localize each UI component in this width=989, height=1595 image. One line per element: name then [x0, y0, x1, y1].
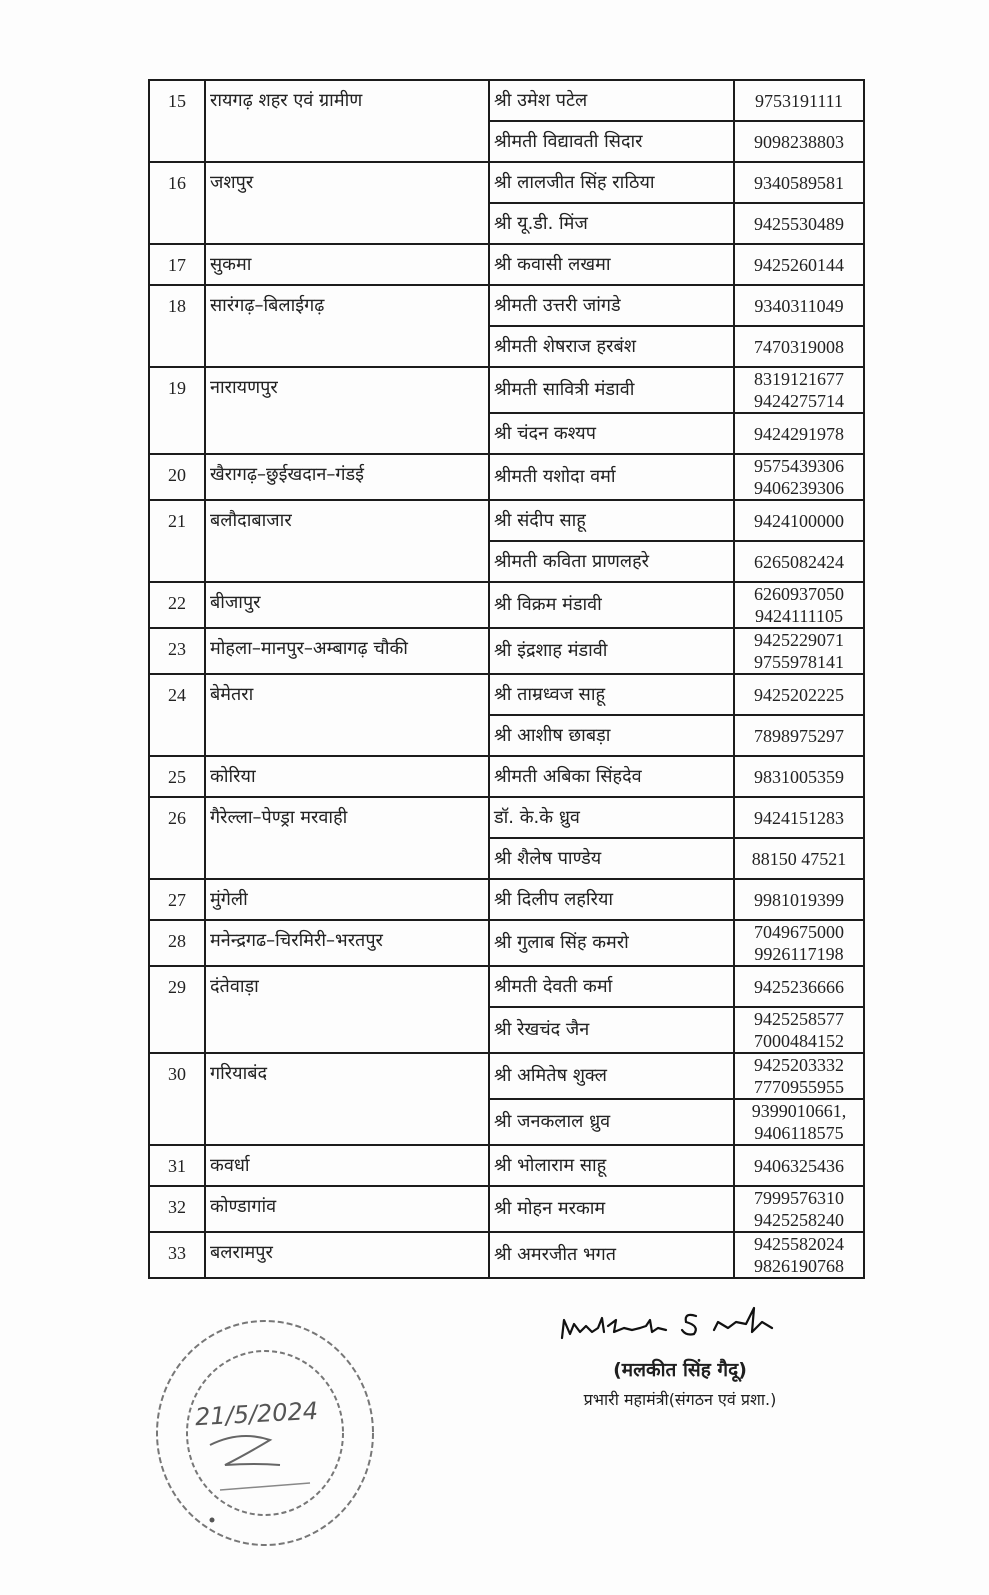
serial-number: 15 — [149, 80, 205, 162]
contact-name: श्री शैलेष पाण्डेय — [489, 838, 734, 879]
table-row — [149, 80, 864, 121]
contact-name: श्री अमरजीत भगत — [489, 1232, 734, 1278]
table-row — [149, 1053, 864, 1099]
district-name: दंतेवाड़ा — [205, 966, 489, 1053]
phone-number: 9406325436 — [754, 1155, 844, 1176]
district-name: कोण्डागांव — [205, 1186, 489, 1232]
serial-number: 21 — [149, 500, 205, 582]
table-row — [149, 756, 864, 797]
phone-number: 9425258577 — [754, 1009, 844, 1029]
phone-number: 9406239306 — [754, 478, 844, 498]
contact-phone — [734, 879, 864, 920]
contact-name: श्री आशीष छाबड़ा — [489, 715, 734, 756]
contact-phone — [734, 367, 864, 413]
table-row — [149, 244, 864, 285]
phone-number: 9425229071 — [754, 630, 844, 650]
district-name: कवर्धा — [205, 1145, 489, 1186]
contact-phone — [734, 203, 864, 244]
contact-name: श्री विक्रम मंडावी — [489, 582, 734, 628]
contact-phone — [734, 541, 864, 582]
phone-number: 9826190768 — [754, 1256, 844, 1276]
contact-name: श्री भोलाराम साहू — [489, 1145, 734, 1186]
district-name: मनेन्द्रगढ–चिरमिरी–भरतपुर — [205, 920, 489, 966]
district-name: नारायणपुर — [205, 367, 489, 454]
phone-number: 9425260144 — [754, 254, 844, 275]
contact-phone — [734, 797, 864, 838]
contact-name: श्री संदीप साहू — [489, 500, 734, 541]
table-row — [149, 1186, 864, 1232]
table-row — [149, 1232, 864, 1278]
contact-phone — [734, 715, 864, 756]
phone-number: 9424151283 — [754, 807, 844, 828]
serial-number: 18 — [149, 285, 205, 367]
table-row — [149, 582, 864, 628]
phone-number: 6265082424 — [754, 551, 844, 572]
contact-phone — [734, 1186, 864, 1232]
contact-name: श्री ताम्रध्वज साहू — [489, 674, 734, 715]
phone-number: 9406118575 — [754, 1123, 844, 1143]
contact-phone — [734, 1099, 864, 1145]
contact-name: श्री दिलीप लहरिया — [489, 879, 734, 920]
table-row — [149, 162, 864, 203]
serial-number: 30 — [149, 1053, 205, 1145]
contact-name: श्री जनकलाल ध्रुव — [489, 1099, 734, 1145]
contact-name: श्री गुलाब सिंह कमरो — [489, 920, 734, 966]
serial-number: 29 — [149, 966, 205, 1053]
phone-number: 9926117198 — [754, 944, 844, 964]
table-row — [149, 879, 864, 920]
table-row — [149, 628, 864, 674]
contact-phone — [734, 244, 864, 285]
signatory-designation: प्रभारी महामंत्री(संगठन एवं प्रशा.) — [583, 1390, 777, 1409]
contact-phone — [734, 162, 864, 203]
serial-number: 26 — [149, 797, 205, 879]
district-name: जशपुर — [205, 162, 489, 244]
serial-number: 33 — [149, 1232, 205, 1278]
contact-phone — [734, 500, 864, 541]
phone-number: 7898975297 — [754, 725, 844, 746]
district-name: सुकमा — [205, 244, 489, 285]
phone-number: 9425202225 — [754, 684, 844, 705]
table-row — [149, 920, 864, 966]
phone-number: 9425530489 — [754, 213, 844, 234]
contact-phone — [734, 674, 864, 715]
table-body — [149, 80, 864, 1278]
phone-number: 9340311049 — [754, 295, 844, 316]
contact-name: श्रीमती अबिका सिंहदेव — [489, 756, 734, 797]
contact-phone — [734, 628, 864, 674]
contact-phone — [734, 1232, 864, 1278]
phone-number: 7999576310 — [754, 1188, 844, 1208]
serial-number: 17 — [149, 244, 205, 285]
serial-number: 23 — [149, 628, 205, 674]
contact-phone — [734, 838, 864, 879]
table-row — [149, 500, 864, 541]
contact-phone — [734, 285, 864, 326]
serial-number: 27 — [149, 879, 205, 920]
contact-name: श्रीमती कविता प्राणलहरे — [489, 541, 734, 582]
signature-block — [540, 1298, 820, 1410]
phone-number: 9340589581 — [754, 172, 844, 193]
contact-phone — [734, 80, 864, 121]
phone-number: 9831005359 — [754, 766, 844, 787]
contact-name: श्रीमती यशोदा वर्मा — [489, 454, 734, 500]
contact-name: श्रीमती देवती कर्मा — [489, 966, 734, 1007]
phone-number: 9981019399 — [754, 889, 844, 910]
table-row — [149, 285, 864, 326]
phone-number: 9425236666 — [754, 976, 844, 997]
district-name: बलौदाबाजार — [205, 500, 489, 582]
phone-number: 6260937050 — [754, 584, 844, 604]
stamp-handwritten-date: 21/5/2024 — [194, 1396, 319, 1432]
district-name: मुंगेली — [205, 879, 489, 920]
district-name: गरियाबंद — [205, 1053, 489, 1145]
district-name: सारंगढ़–बिलाईगढ़ — [205, 285, 489, 367]
phone-number: 7000484152 — [754, 1031, 844, 1051]
district-name: कोरिया — [205, 756, 489, 797]
contact-phone — [734, 1007, 864, 1053]
table-row — [149, 1145, 864, 1186]
district-name: बेमेतरा — [205, 674, 489, 756]
district-name: बलरामपुर — [205, 1232, 489, 1278]
district-name: बीजापुर — [205, 582, 489, 628]
signature-scrawl-icon — [550, 1298, 810, 1346]
contact-name: श्री इंद्रशाह मंडावी — [489, 628, 734, 674]
phone-number: 9575439306 — [754, 456, 844, 476]
phone-number: 9098238803 — [754, 131, 844, 152]
phone-number: 9424291978 — [754, 423, 844, 444]
table-row — [149, 674, 864, 715]
table-row — [149, 966, 864, 1007]
contact-name: श्री लालजीत सिंह राठिया — [489, 162, 734, 203]
phone-number: 9424275714 — [754, 391, 844, 411]
contact-phone — [734, 1145, 864, 1186]
serial-number: 16 — [149, 162, 205, 244]
contact-phone — [734, 326, 864, 367]
phone-number: 9425203332 — [754, 1055, 844, 1075]
contact-phone — [734, 920, 864, 966]
contact-phone — [734, 756, 864, 797]
stamp-seal-icon — [150, 1315, 380, 1550]
district-contacts-table — [148, 79, 865, 1279]
table-row — [149, 454, 864, 500]
contact-phone — [734, 582, 864, 628]
phone-number: 7770955955 — [754, 1077, 844, 1097]
phone-number: 9755978141 — [754, 652, 844, 672]
phone-number: 9399010661, — [751, 1101, 847, 1121]
contact-phone — [734, 454, 864, 500]
contact-name: श्रीमती शेषराज हरबंश — [489, 326, 734, 367]
table-row — [149, 367, 864, 413]
phone-number: 7470319008 — [754, 336, 844, 357]
district-name: गैरेल्ला–पेण्ड्रा मरवाही — [205, 797, 489, 879]
contact-name: श्री मोहन मरकाम — [489, 1186, 734, 1232]
phone-number: 7049675000 — [754, 922, 844, 942]
contact-phone — [734, 121, 864, 162]
phone-number: 9753191111 — [755, 90, 843, 111]
serial-number: 20 — [149, 454, 205, 500]
contact-name: श्रीमती सावित्री मंडावी — [489, 367, 734, 413]
serial-number: 19 — [149, 367, 205, 454]
contact-name: डॉ. के.के ध्रुव — [489, 797, 734, 838]
contact-phone — [734, 413, 864, 454]
phone-number: 9425582024 — [754, 1234, 844, 1254]
phone-number: 88150 47521 — [751, 848, 847, 869]
phone-number: 8319121677 — [754, 369, 844, 389]
district-name: मोहला–मानपुर–अम्बागढ़ चौकी — [205, 628, 489, 674]
contact-name: श्री यू.डी. मिंज — [489, 203, 734, 244]
contact-name: श्री अमितेष शुक्ल — [489, 1053, 734, 1099]
contact-name: श्री कवासी लखमा — [489, 244, 734, 285]
phone-number: 9424100000 — [754, 510, 844, 531]
district-name: रायगढ़ शहर एवं ग्रामीण — [205, 80, 489, 162]
serial-number: 31 — [149, 1145, 205, 1186]
official-stamp — [150, 1315, 380, 1550]
signatory-name: (मलकीत सिंह गैदू) — [613, 1359, 747, 1381]
serial-number: 28 — [149, 920, 205, 966]
serial-number: 25 — [149, 756, 205, 797]
district-name: खैरागढ़–छुईखदान–गंडई — [205, 454, 489, 500]
phone-number: 9425258240 — [754, 1210, 844, 1230]
serial-number: 24 — [149, 674, 205, 756]
contact-name: श्री चंदन कश्यप — [489, 413, 734, 454]
contact-name: श्री रेखचंद जैन — [489, 1007, 734, 1053]
table-row — [149, 797, 864, 838]
contact-name: श्री उमेश पटेल — [489, 80, 734, 121]
serial-number: 32 — [149, 1186, 205, 1232]
phone-number: 9424111105 — [755, 606, 843, 626]
contact-phone — [734, 966, 864, 1007]
contact-name: श्रीमती उत्तरी जांगडे — [489, 285, 734, 326]
contact-name: श्रीमती विद्यावती सिदार — [489, 121, 734, 162]
contact-phone — [734, 1053, 864, 1099]
serial-number: 22 — [149, 582, 205, 628]
